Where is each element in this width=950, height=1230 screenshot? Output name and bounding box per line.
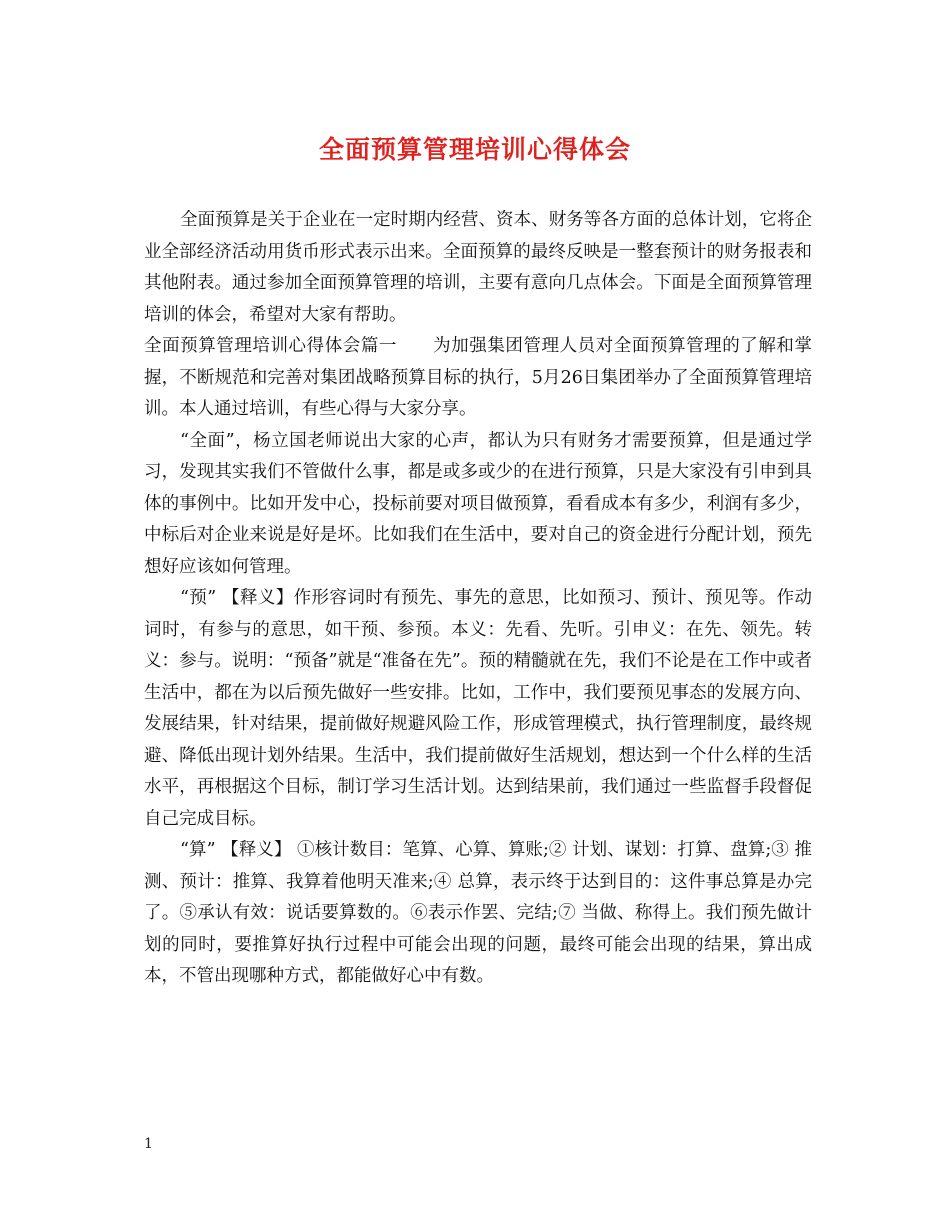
page-number: 1 [144, 1136, 153, 1152]
document-title: 全面预算管理培训心得体会 [318, 135, 631, 164]
paragraph-yu: “预” 【释义】作形容词时有预先、事先的意思，比如预习、预计、预见等。作动词时，有参与的意思，如干预、参预。本义：先看、先听。引申义：在先、领先。转义：参与。说明：“预备”就是“准备在先”。预的精髓就在先，我们不论是在工作中或者生活中，都在为以后预先做好一些安排。比如，工作中，我们要预见事态的发展方向、发展结果，针对结果，提前做好规避风险工作，形成管理模式，执行管理制度，最终规避、降低出现计划外结果。生活中，我们提前做好生活规划，想达到一个什么样的生活水平，再根据这个目标，制订学习生活计划。达到结果前，我们通过一些监督手段督促自己完成目标。 [144, 588, 812, 829]
paragraph-suan: “算” 【释义】 ①核计数目：笔算、心算、算账;② 计划、谋划：打算、盘算;③ 推测、预计：推算、我算着他明天准来;④ 总算，表示终于达到目的：这件事总算是办完了。⑤承认有效：说话要算数的。⑥表示作罢、完结;⑦ 当做、称得上。我们预先做计划的同时，要推算好执行过程中可能会出现的问题，最终可能会出现的结果，算出成本，不管出现哪种方式，都能做好心中有数。 [144, 840, 812, 986]
paragraph-intro: 全面预算是关于企业在一定时期内经营、资本、财务等各方面的总体计划，它将企业全部经济活动用货币形式表示出来。全面预算的最终反映是一整套预计的财务报表和其他附表。通过参加全面预算管理的培训，主要有意向几点体会。下面是全面预算管理培训的体会，希望对大家有帮助。 [144, 210, 812, 325]
paragraph-quanmian: “全面”，杨立国老师说出大家的心声，都认为只有财务才需要预算，但是通过学习，发现其实我们不管做什么事，都是或多或少的在进行预算，只是大家没有引申到具体的事例中。比如开发中心，投标前要对项目做预算，看看成本有多少，利润有多少，中标后对企业来说是好是坏。比如我们在生活中，要对自己的资金进行分配计划，预先想好应该如何管理。 [144, 430, 812, 577]
document-body [144, 205, 812, 993]
paragraph-part-one: 全面预算管理培训心得体会篇一 为加强集团管理人员对全面预算管理的了解和掌握，不断规范和完善对集团战略预算目标的执行，5月26日集团举办了全面预算管理培训。本人通过培训，有些心得与大家分享。 [144, 336, 812, 419]
